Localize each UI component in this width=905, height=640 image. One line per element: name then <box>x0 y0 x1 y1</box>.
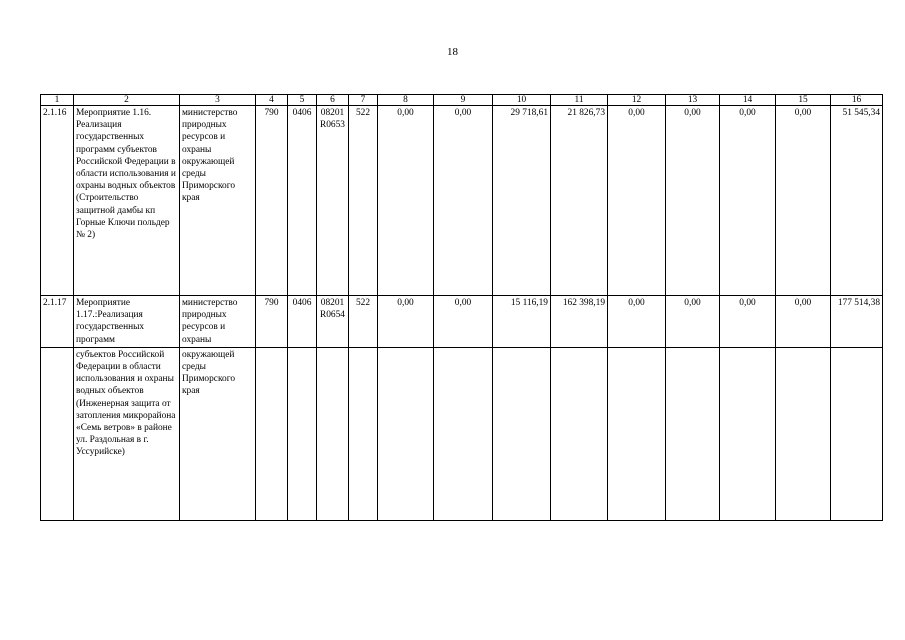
measure-code: 2.1.17 <box>41 296 74 348</box>
header-cell: 12 <box>608 95 666 106</box>
cell-c12: 0,00 <box>608 106 666 296</box>
cell-c10: 29 718,61 <box>493 106 551 296</box>
cell-c6: 08201 R0654 <box>317 296 349 348</box>
cell-c9: 0,00 <box>434 296 493 348</box>
cell-c11: 21 826,73 <box>551 106 608 296</box>
measure-name: Мероприятие 1.16. Реализация государственных программ субъектов Российской Федерации в области использования и охраны водных объектов (Строительство защитной дамбы кп Горные Ключи польдер № 2) <box>74 106 180 296</box>
empty-cell <box>317 347 349 520</box>
cell-c14: 0,00 <box>720 296 776 348</box>
measure-code: 2.1.16 <box>41 106 74 296</box>
executor-continued: окружающей среды Приморского края <box>180 347 256 520</box>
empty-cell <box>608 347 666 520</box>
cell-c9: 0,00 <box>434 106 493 296</box>
empty-cell <box>256 347 288 520</box>
empty-cell <box>378 347 434 520</box>
empty-cell <box>288 347 317 520</box>
header-cell: 1 <box>41 95 74 106</box>
cell-c15: 0,00 <box>776 296 831 348</box>
header-cell: 14 <box>720 95 776 106</box>
header-cell: 15 <box>776 95 831 106</box>
cell-c7: 522 <box>349 296 378 348</box>
cell-c7: 522 <box>349 106 378 296</box>
measure-name-continued: субъектов Российской Федерации в области использования и охраны водных объектов (Инженерная защита от затопления микрорайона «Семь ветров» в районе ул. Раздольная в г. Уссурийске) <box>74 347 180 520</box>
header-cell: 4 <box>256 95 288 106</box>
cell-c13: 0,00 <box>666 106 720 296</box>
budget-table <box>40 94 883 521</box>
empty-cell <box>666 347 720 520</box>
empty-cell <box>551 347 608 520</box>
cell-c8: 0,00 <box>378 106 434 296</box>
empty-cell <box>493 347 551 520</box>
cell-c5: 0406 <box>288 296 317 348</box>
table-row-continuation <box>41 347 883 520</box>
executor: министерство природных ресурсов и охраны окружающей среды Приморского края <box>180 106 256 296</box>
header-row <box>41 95 883 106</box>
cell-c16: 51 545,34 <box>831 106 883 296</box>
empty-cell <box>434 347 493 520</box>
empty-cell <box>41 347 74 520</box>
empty-cell <box>720 347 776 520</box>
page-number: 18 <box>447 46 458 58</box>
cell-c16: 177 514,38 <box>831 296 883 348</box>
cell-c15: 0,00 <box>776 106 831 296</box>
header-cell: 9 <box>434 95 493 106</box>
table-row <box>41 296 883 348</box>
cell-c12: 0,00 <box>608 296 666 348</box>
header-cell: 6 <box>317 95 349 106</box>
empty-cell <box>776 347 831 520</box>
header-cell: 10 <box>493 95 551 106</box>
cell-c14: 0,00 <box>720 106 776 296</box>
cell-c4: 790 <box>256 296 288 348</box>
measure-name: Мероприятие 1.17.:Реализация государственных программ <box>74 296 180 348</box>
header-cell: 3 <box>180 95 256 106</box>
header-cell: 8 <box>378 95 434 106</box>
cell-c8: 0,00 <box>378 296 434 348</box>
header-cell: 5 <box>288 95 317 106</box>
empty-cell <box>349 347 378 520</box>
header-cell: 2 <box>74 95 180 106</box>
empty-cell <box>831 347 883 520</box>
header-cell: 11 <box>551 95 608 106</box>
header-cell: 7 <box>349 95 378 106</box>
header-cell: 13 <box>666 95 720 106</box>
cell-c4: 790 <box>256 106 288 296</box>
cell-c5: 0406 <box>288 106 317 296</box>
cell-c13: 0,00 <box>666 296 720 348</box>
cell-c10: 15 116,19 <box>493 296 551 348</box>
table-row <box>41 106 883 296</box>
executor: министерство природных ресурсов и охраны <box>180 296 256 348</box>
cell-c11: 162 398,19 <box>551 296 608 348</box>
cell-c6: 08201 R0653 <box>317 106 349 296</box>
header-cell: 16 <box>831 95 883 106</box>
